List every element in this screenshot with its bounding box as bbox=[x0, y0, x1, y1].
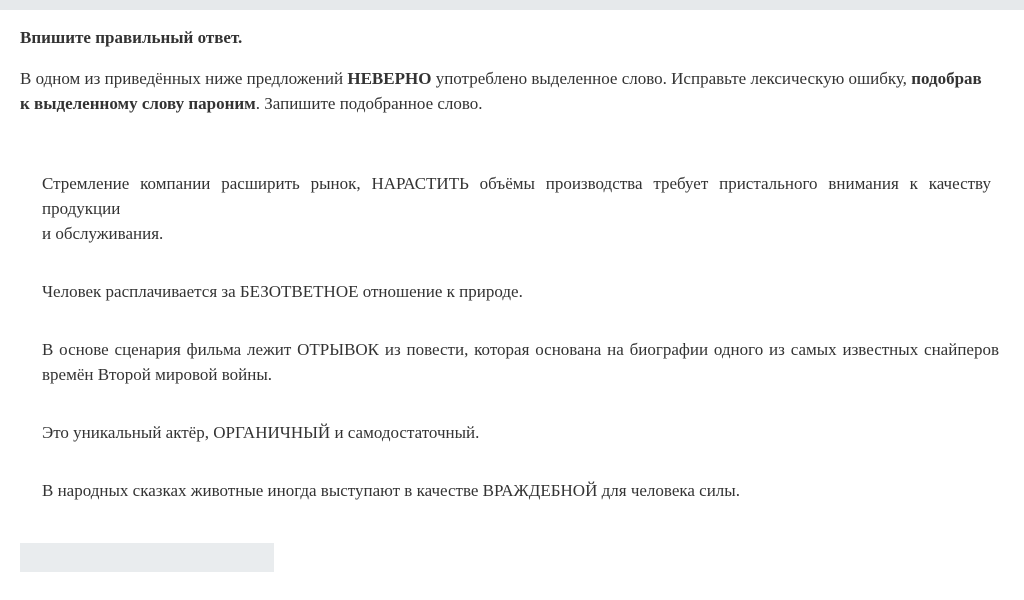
answer-input[interactable] bbox=[20, 543, 274, 572]
sentence-4: Это уникальный актёр, ОРГАНИЧНЫЙ и самодостаточный. bbox=[42, 423, 480, 442]
sentence-5: В народных сказках животные иногда выступают в качестве ВРАЖДЕБНОЙ для человека силы. bbox=[42, 481, 740, 500]
sentence-1 bbox=[42, 171, 991, 246]
instructions-text-1: В одном из приведённых ниже предложений bbox=[20, 69, 348, 88]
sentence-1-line-1: Стремление компании расширить рынок, НАРАСТИТЬ объёмы производства требует пристального внимания к качеству продукции bbox=[42, 174, 991, 218]
instructions-bold-podobrav: подобрав bbox=[911, 69, 982, 88]
instructions-text-2: употреблено выделенное слово. Исправьте лексическую ошибку, bbox=[431, 69, 912, 88]
top-bar bbox=[0, 0, 1024, 10]
instructions-bold-paronym: к выделенному слову пароним bbox=[20, 94, 256, 113]
task-title: Впишите правильный ответ. bbox=[20, 28, 243, 47]
instructions-text-3: . Запишите подобранное слово. bbox=[255, 94, 483, 113]
sentence-2: Человек расплачивается за БЕЗОТВЕТНОЕ отношение к природе. bbox=[42, 282, 523, 301]
instructions-bold-neverno: НЕВЕРНО bbox=[347, 69, 432, 88]
sentence-1-line-2: и обслуживания. bbox=[42, 224, 164, 243]
task-instructions bbox=[20, 66, 999, 116]
sentence-3: В основе сценария фильма лежит ОТРЫВОК из повести, которая основана на биографии одного из самых известных снайперов времён Второй мировой войны. bbox=[42, 340, 999, 384]
